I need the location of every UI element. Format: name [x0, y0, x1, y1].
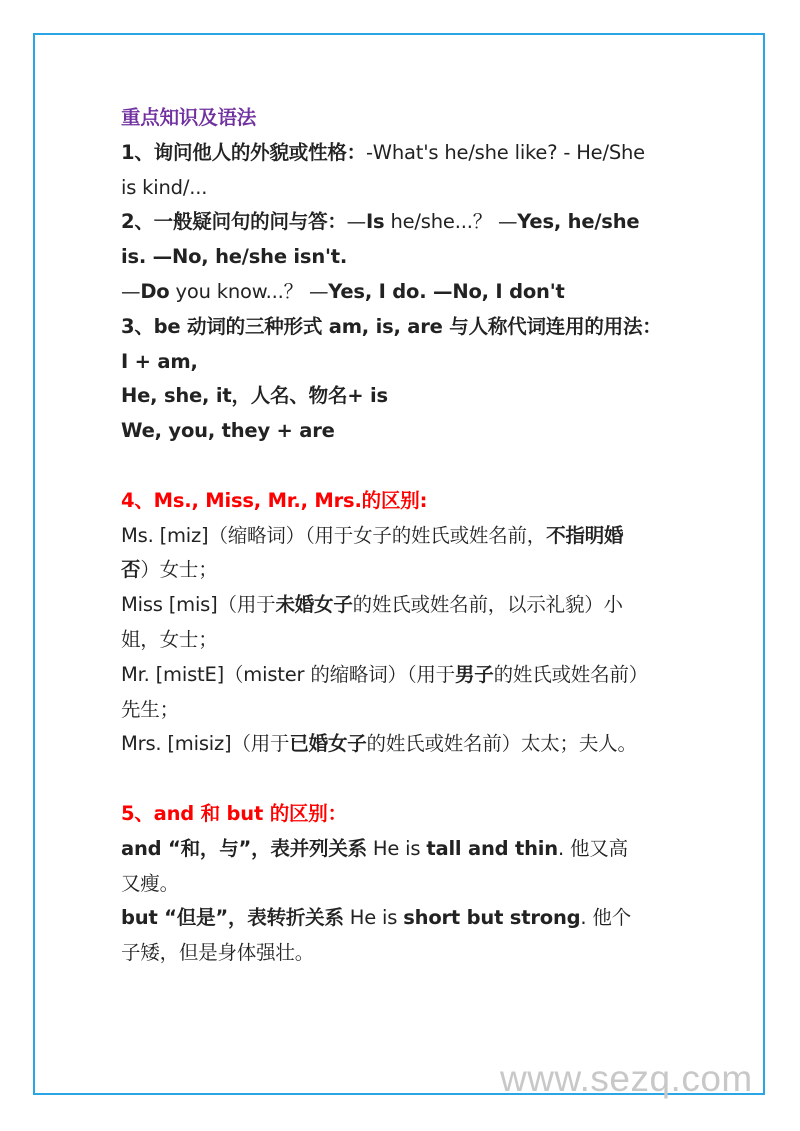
text: . 他个	[580, 906, 631, 930]
text: —	[121, 279, 141, 303]
section-heading-line	[121, 484, 701, 519]
bold-text: 5、and 和 but 的区别：	[121, 801, 347, 825]
text: Mrs. [misiz]（用于	[121, 732, 290, 756]
document-body	[121, 101, 701, 971]
text-line	[121, 310, 701, 345]
text: -What's he/she like? - He/She	[365, 140, 645, 164]
bold-text: 未婚女子	[275, 593, 353, 617]
bold-text: and “和，与”，表并列关系	[121, 836, 367, 860]
bold-text: 3、be 动词的三种形式 am, is, are 与人称代词连用的用法：	[121, 314, 662, 338]
text: 又瘦。	[121, 871, 179, 895]
bold-text: 男子	[454, 662, 494, 686]
text-line	[121, 171, 701, 206]
text-line	[121, 588, 701, 623]
text-line	[121, 205, 701, 240]
text-line	[121, 240, 701, 275]
text: —	[346, 210, 366, 234]
text-line	[121, 623, 701, 658]
bold-text: but “但是”，表转折关系	[121, 906, 344, 930]
bold-text: Yes, I do. —No, I don't	[328, 279, 565, 303]
text: Mr. [mistE]（mister 的缩略词）（用于	[121, 662, 455, 686]
text: He is	[343, 906, 404, 930]
text-line	[121, 345, 701, 380]
bold-text: Do	[140, 279, 170, 303]
text: 的姓氏或姓名前，以示礼貌）小	[352, 593, 623, 617]
text-line	[121, 693, 701, 728]
text: 先生；	[121, 697, 179, 721]
text: ）女士；	[140, 558, 218, 582]
text: is kind/...	[121, 175, 208, 199]
text: Miss [mis]（用于	[121, 593, 276, 617]
bold-text: 已婚女子	[289, 732, 367, 756]
text: 子矮，但是身体强壮。	[121, 941, 315, 965]
text: you know...？ —	[169, 279, 329, 303]
bold-text: tall and thin	[426, 836, 558, 860]
text: He is	[366, 836, 427, 860]
text: 姐，女士；	[121, 627, 218, 651]
text-line	[121, 832, 701, 867]
section-heading-line	[121, 797, 701, 832]
bold-text: 4、Ms., Miss, Mr., Mrs.的区别:	[121, 488, 428, 512]
bold-text: short but strong	[403, 906, 581, 930]
text-line	[121, 136, 701, 171]
text-line	[121, 379, 701, 414]
blank-line	[121, 449, 701, 484]
text-line	[121, 727, 701, 762]
bold-text: 2、一般疑问句的问与答：	[121, 210, 347, 234]
heading-line	[121, 101, 701, 136]
text: 的姓氏或姓名前）	[493, 662, 648, 686]
text-line	[121, 658, 701, 693]
text: he/she...？ —	[384, 210, 518, 234]
bold-text: 否	[121, 558, 141, 582]
text-line	[121, 275, 701, 310]
text-line	[121, 519, 701, 554]
bold-text: Is	[365, 210, 385, 234]
bold-text: 重点知识及语法	[121, 106, 257, 129]
text: Ms. [miz]（缩略词）（用于女子的姓氏或姓名前，	[121, 523, 547, 547]
text: 的姓氏或姓名前）太太；夫人。	[366, 732, 637, 756]
text-line	[121, 553, 701, 588]
blank-line	[121, 762, 701, 797]
bold-text: We, you, they + are	[121, 419, 335, 443]
bold-text: 1、询问他人的外貌或性格：	[121, 140, 366, 164]
bold-text: I + am,	[121, 349, 198, 373]
text-line	[121, 901, 701, 936]
bold-text: Yes, he/she	[517, 210, 640, 234]
text: . 他又高	[557, 836, 628, 860]
bold-text: is. —No, he/she isn't.	[121, 245, 348, 269]
text-line	[121, 867, 701, 902]
watermark: www.sezq.com	[500, 1058, 753, 1099]
text-line	[121, 414, 701, 449]
bold-text: He, she, it，人名、物名+ is	[121, 384, 388, 408]
bold-text: 不指明婚	[546, 523, 624, 547]
text-line	[121, 936, 701, 971]
